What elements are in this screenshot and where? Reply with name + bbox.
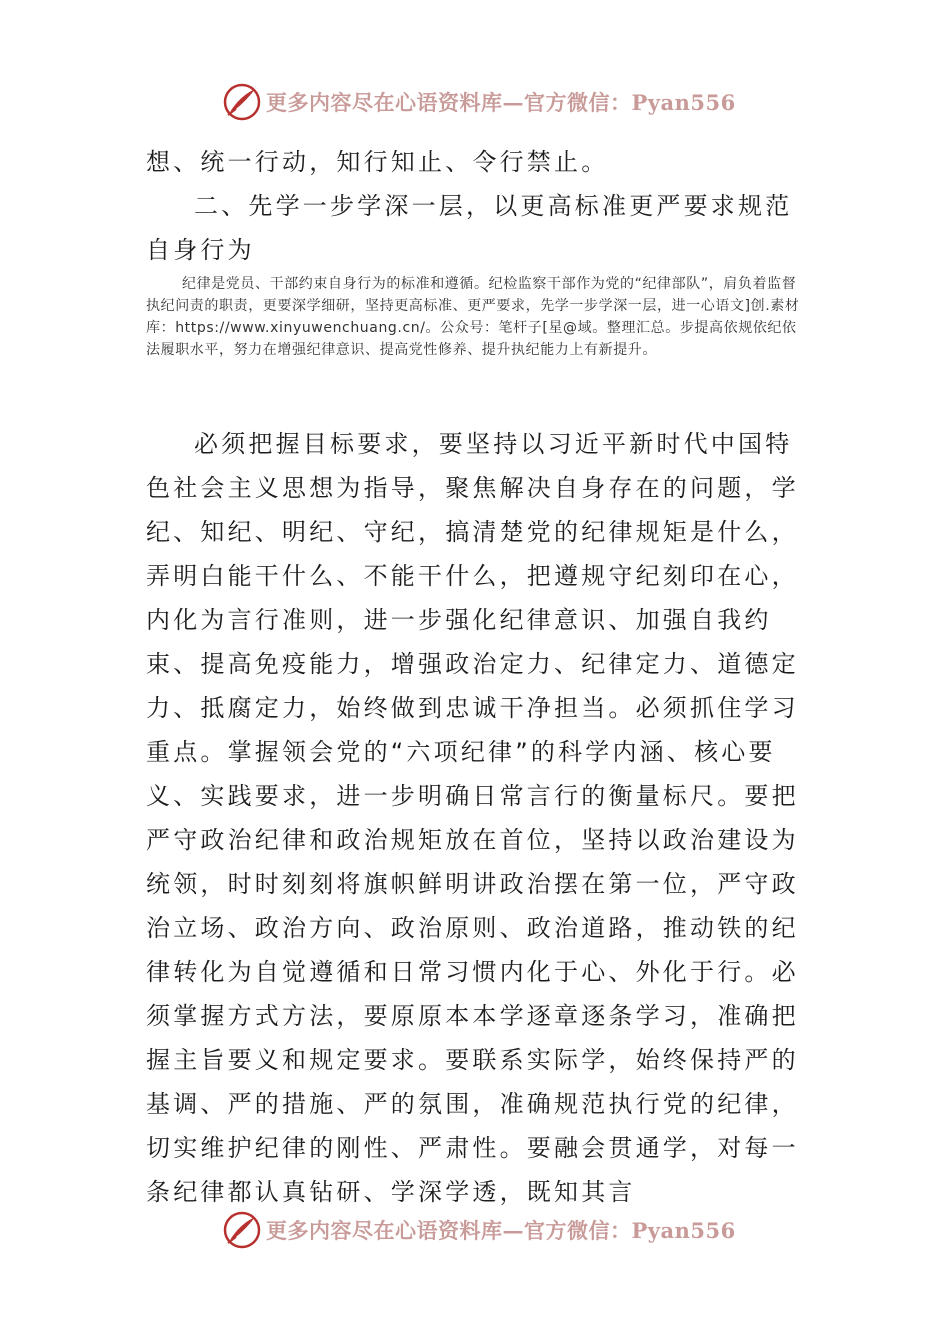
continuation-line: 想、统一行动，知行知止、令行禁止。 xyxy=(146,148,609,176)
header-banner-text: 更多内容尽在心语资料库—官方微信：Pyan556 xyxy=(266,90,736,115)
footer-banner-text: 更多内容尽在心语资料库—官方微信：Pyan556 xyxy=(266,1218,736,1243)
section-heading: 二、先学一步学深一层，以更高标准更严要求规范自身行为 xyxy=(146,192,793,264)
main-paragraph: 必须把握目标要求，要坚持以习近平新时代中国特色社会主义思想为指导，聚焦解决自身存在的问题，学纪、知纪、明纪、守纪，搞清楚党的纪律规矩是什么，弄明白能干什么、不能干什么，把遵规守纪刻印在心，内化为言行准则，进一步强化纪律意识、加强自我约束、提高免疫能力，增强政治定力、纪律定力、道德定力、抵腐定力，始终做到忠诚干净担当。必须抓住学习重点。掌握领会党的“六项纪律”的科学内涵、核心要义、实践要求，进一步明确日常言行的衡量标尺。要把严守政治纪律和政治规矩放在首位，坚持以政治建设为统领，时时刻刻将旗帜鲜明讲政治摆在第一位，严守政治立场、政治方向、政治原则、政治道路，推动铁的纪律转化为自觉遵循和日常习惯内化于心、外化于行。必须掌握方式方法，要原原本本学逐章逐条学习，准确把握主旨要义和规定要求。要联系实际学，始终保持严的基调、严的措施、严的氛围，准确规范执行党的纪律，切实维护纪律的刚性、严肃性。要融会贯通学，对每一条纪律都认真钻研、学深学透，既知其言 xyxy=(146,430,799,1206)
quill-logo-icon xyxy=(222,82,262,122)
header-watermark-banner xyxy=(222,79,742,125)
quill-logo-icon xyxy=(222,1210,262,1250)
footer-watermark-banner xyxy=(222,1207,742,1253)
intro-paragraph: 纪律是党员、干部约束自身行为的标准和遵循。纪检监察干部作为党的“纪律部队”，肩负着监督执纪问责的职责，更要深学细研，坚持更高标准、更严要求，先学一步学深一层，进一心语文]创.素材库：https://www.xinyuwenchuang.cn/。公众号：笔杆子[星@域。整理汇总。步提高依规依纪依法履职水平，努力在增强纪律意识、提高党性修养、提升执纪能力上有新提升。 xyxy=(146,276,800,358)
